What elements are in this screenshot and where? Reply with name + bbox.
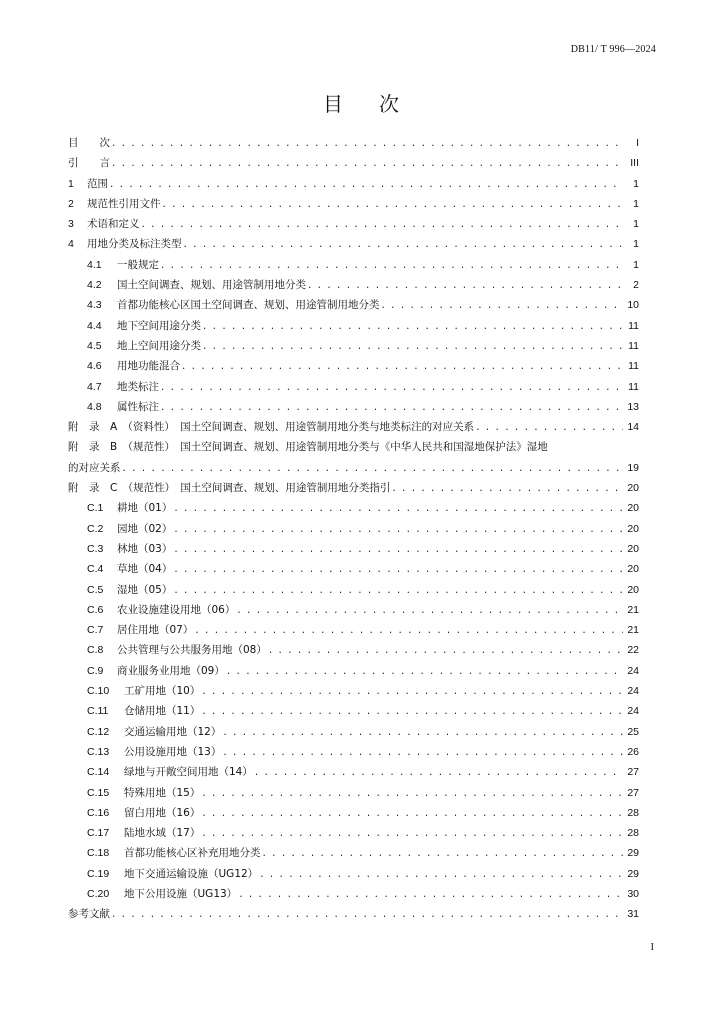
toc-entry-contents[interactable] xyxy=(68,133,639,153)
toc-number: C.10 xyxy=(87,685,110,698)
toc-label: 目 次 xyxy=(68,137,110,149)
toc-entry-c-5[interactable] xyxy=(68,580,639,600)
toc-label: 陆地水域（17） xyxy=(124,827,201,840)
toc-label: 工矿用地（10） xyxy=(124,685,201,698)
toc-entry-c-8[interactable] xyxy=(68,640,639,660)
toc-page: 20 xyxy=(627,502,639,515)
leader-dots xyxy=(308,275,623,295)
toc-page: 20 xyxy=(627,563,639,576)
toc-entry-c-19[interactable] xyxy=(68,864,639,884)
leader-dots xyxy=(112,153,623,173)
toc-page: 30 xyxy=(627,887,639,900)
toc-entry-section-4-2[interactable] xyxy=(68,275,639,295)
toc-page: 31 xyxy=(627,908,639,921)
toc-label: 居住用地（07） xyxy=(117,624,194,637)
toc-label: 绿地与开敞空间用地（14） xyxy=(124,766,253,779)
toc-page: 27 xyxy=(627,766,639,779)
leader-dots xyxy=(174,559,623,579)
page-title-char-1: 目 xyxy=(323,92,345,116)
toc-label: 术语和定义 xyxy=(87,218,140,231)
toc-number: C.6 xyxy=(87,603,104,616)
leader-dots xyxy=(476,417,623,437)
toc-page: 26 xyxy=(627,745,639,758)
leader-dots xyxy=(255,762,623,782)
toc-label: 用地功能混合 xyxy=(117,360,180,373)
toc-page: 11 xyxy=(628,360,639,373)
toc-label: 园地（02） xyxy=(117,522,173,535)
leader-dots xyxy=(202,701,623,721)
leader-dots xyxy=(392,478,623,498)
toc-page: III xyxy=(630,157,639,170)
toc-page: 29 xyxy=(627,867,639,880)
leader-dots xyxy=(227,661,623,681)
toc-label: 地下公用设施（UG13） xyxy=(124,887,238,900)
toc-number: 3 xyxy=(68,218,74,231)
toc-number: C.2 xyxy=(87,522,104,535)
toc-number: C.5 xyxy=(87,583,104,596)
leader-dots xyxy=(195,620,623,640)
toc-label: 地下交通运输设施（UG12） xyxy=(124,867,259,880)
toc-entry-chapter-3[interactable] xyxy=(68,214,639,234)
leader-dots xyxy=(223,722,623,742)
toc-number: C.16 xyxy=(87,806,110,819)
leader-dots xyxy=(112,904,623,924)
toc-page: 20 xyxy=(627,583,639,596)
toc-entry-c-4[interactable] xyxy=(68,559,639,579)
toc-page: 24 xyxy=(627,705,639,718)
leader-dots xyxy=(161,255,623,275)
leader-dots xyxy=(174,498,623,518)
toc-number: 4.1 xyxy=(87,258,102,271)
page-title xyxy=(0,88,724,117)
toc-page: 1 xyxy=(633,218,639,231)
toc-entry-c-11[interactable] xyxy=(68,701,639,721)
toc-number: C.14 xyxy=(87,766,110,779)
toc-label: 参考文献 xyxy=(68,908,110,921)
leader-dots xyxy=(174,519,623,539)
leader-dots xyxy=(161,397,623,417)
toc-page: 21 xyxy=(627,603,639,616)
toc-entry-section-4-1[interactable] xyxy=(68,255,639,275)
toc-label: 地上空间用途分类 xyxy=(117,339,201,352)
toc-entry-c-9[interactable] xyxy=(68,661,639,681)
toc-entry-c-18[interactable] xyxy=(68,843,639,863)
toc-number: C.12 xyxy=(87,725,110,738)
toc-entry-section-4-8[interactable] xyxy=(68,397,639,417)
toc-label: 地下空间用途分类 xyxy=(117,319,201,332)
toc-label: 留白用地（16） xyxy=(124,806,201,819)
toc-number: 4.5 xyxy=(87,339,102,352)
toc-entry-references[interactable] xyxy=(68,904,639,924)
toc-page: 21 xyxy=(627,624,639,637)
toc-entry-section-4-3[interactable] xyxy=(68,295,639,315)
toc-number: C.3 xyxy=(87,542,104,555)
toc-label: 农业设施建设用地（06） xyxy=(117,603,236,616)
toc-page: 1 xyxy=(633,258,639,271)
toc-label: 首都功能核心区补充用地分类 xyxy=(124,847,261,860)
leader-dots xyxy=(163,194,624,214)
leader-dots xyxy=(237,600,623,620)
toc-label: 附 录 A （资料性） 国土空间调查、规划、用途管制用地分类与地类标注的对应关系 xyxy=(68,421,475,434)
leader-dots xyxy=(260,864,623,884)
leader-dots xyxy=(239,884,623,904)
toc-entry-c-17[interactable] xyxy=(68,823,639,843)
leader-dots xyxy=(202,783,623,803)
toc-number: C.4 xyxy=(87,563,104,576)
toc-entry-appendix-a[interactable] xyxy=(68,417,639,437)
toc-number: 4.7 xyxy=(87,380,102,393)
toc-page: 28 xyxy=(627,827,639,840)
toc-page: 1 xyxy=(633,177,639,190)
leader-dots xyxy=(223,742,623,762)
toc-entry-introduction[interactable] xyxy=(68,153,639,173)
toc-page: 1 xyxy=(633,238,639,251)
toc-entry-c-10[interactable] xyxy=(68,681,639,701)
toc-entry-section-4-5[interactable] xyxy=(68,336,639,356)
toc-page: 2 xyxy=(633,279,639,292)
leader-dots xyxy=(202,803,623,823)
toc-label: 公共管理与公共服务用地（08） xyxy=(117,644,267,657)
leader-dots xyxy=(161,377,623,397)
toc-number: 4.6 xyxy=(87,360,102,373)
leader-dots xyxy=(203,336,623,356)
toc-page: 11 xyxy=(628,339,639,352)
toc-label: 湿地（05） xyxy=(117,583,173,596)
toc-entry-c-3[interactable] xyxy=(68,539,639,559)
leader-dots xyxy=(182,356,623,376)
toc-number: C.19 xyxy=(87,867,110,880)
toc-number: 2 xyxy=(68,197,74,210)
toc-entry-appendix-b[interactable] xyxy=(68,437,639,478)
toc-page: 11 xyxy=(628,319,639,332)
toc-entry-c-6[interactable] xyxy=(68,600,639,620)
toc-label: 规范性引用文件 xyxy=(87,197,161,210)
toc-label: 耕地（01） xyxy=(117,502,173,515)
leader-dots xyxy=(203,316,623,336)
leader-dots xyxy=(174,539,623,559)
toc-entry-c-7[interactable] xyxy=(68,620,639,640)
toc-page: 28 xyxy=(627,806,639,819)
toc-entry-section-4-4[interactable] xyxy=(68,316,639,336)
toc-number: C.13 xyxy=(87,745,110,758)
toc-page: 14 xyxy=(627,421,639,434)
toc-number: 4.4 xyxy=(87,319,102,332)
toc-number: C.20 xyxy=(87,887,110,900)
toc-label: 附 录 C （规范性） 国土空间调查、规划、用途管制用地分类指引 xyxy=(68,482,391,495)
toc-page: 19 xyxy=(627,461,639,474)
leader-dots xyxy=(123,458,624,478)
leader-dots xyxy=(184,234,624,254)
leader-dots xyxy=(174,580,623,600)
toc-number: C.18 xyxy=(87,847,110,860)
table-of-contents xyxy=(68,133,639,925)
page-number: I xyxy=(650,942,654,953)
toc-page: 24 xyxy=(627,664,639,677)
toc-number: C.11 xyxy=(87,705,109,718)
toc-label: 国土空间调查、规划、用途管制用地分类 xyxy=(117,279,306,292)
toc-label: 首都功能核心区国土空间调查、规划、用途管制用地分类 xyxy=(117,299,380,312)
toc-page: 25 xyxy=(627,725,639,738)
toc-entry-chapter-4[interactable] xyxy=(68,234,639,254)
leader-dots xyxy=(142,214,624,234)
toc-page: I xyxy=(636,137,639,149)
toc-entry-c-13[interactable] xyxy=(68,742,639,762)
toc-label: 交通运输用地（12） xyxy=(124,725,222,738)
toc-entry-section-4-6[interactable] xyxy=(68,356,639,376)
toc-label: 草地（04） xyxy=(117,563,173,576)
toc-entry-c-16[interactable] xyxy=(68,803,639,823)
toc-label: 一般规定 xyxy=(117,258,159,271)
toc-page: 22 xyxy=(627,644,639,657)
toc-number: C.7 xyxy=(87,624,104,637)
toc-entry-c-20[interactable] xyxy=(68,884,639,904)
toc-entry-appendix-c[interactable] xyxy=(68,478,639,498)
toc-label: 地类标注 xyxy=(117,380,159,393)
page-title-char-2: 次 xyxy=(379,92,401,116)
standard-code: DB11/ T 996—2024 xyxy=(570,44,656,55)
toc-number: C.1 xyxy=(87,502,104,515)
toc-label: 商业服务业用地（09） xyxy=(117,664,225,677)
leader-dots xyxy=(202,823,623,843)
leader-dots xyxy=(382,295,624,315)
toc-entry-c-14[interactable] xyxy=(68,762,639,782)
toc-page: 20 xyxy=(627,542,639,555)
toc-entry-c-2[interactable] xyxy=(68,519,639,539)
toc-label: 特殊用地（15） xyxy=(124,786,201,799)
leader-dots xyxy=(112,133,623,153)
toc-page: 24 xyxy=(627,685,639,698)
toc-label: 用地分类及标注类型 xyxy=(87,238,182,251)
toc-label: 仓储用地（11） xyxy=(124,705,201,718)
toc-page: 13 xyxy=(627,400,639,413)
toc-entry-section-4-7[interactable] xyxy=(68,377,639,397)
toc-label: 公用设施用地（13） xyxy=(124,745,222,758)
toc-entry-c-15[interactable] xyxy=(68,783,639,803)
toc-label: 引 言 xyxy=(68,157,110,170)
toc-label: 林地（03） xyxy=(117,542,173,555)
toc-page: 20 xyxy=(627,522,639,535)
toc-label: 属性标注 xyxy=(117,400,159,413)
toc-page: 10 xyxy=(627,299,639,312)
toc-number: 4.3 xyxy=(87,299,102,312)
leader-dots xyxy=(202,681,623,701)
toc-label-line-1: 附 录 B （规范性） 国土空间调查、规划、用途管制用地分类与《中华人民共和国湿地保护法》湿地 xyxy=(68,441,548,454)
toc-entry-chapter-1[interactable] xyxy=(68,174,639,194)
toc-number: C.17 xyxy=(87,827,110,840)
leader-dots xyxy=(263,843,624,863)
toc-page: 11 xyxy=(628,380,639,393)
toc-page: 20 xyxy=(627,482,639,495)
toc-page: 29 xyxy=(627,847,639,860)
leader-dots xyxy=(269,640,623,660)
toc-number: 4 xyxy=(68,238,74,251)
toc-number: C.8 xyxy=(87,644,104,657)
toc-page: 27 xyxy=(627,786,639,799)
toc-label-line-2: 的对应关系 xyxy=(68,461,121,474)
toc-number: 1 xyxy=(68,177,74,190)
toc-number: 4.8 xyxy=(87,400,102,413)
toc-number: 4.2 xyxy=(87,279,102,292)
toc-page: 1 xyxy=(633,197,639,210)
leader-dots xyxy=(110,174,623,194)
toc-number: C.9 xyxy=(87,664,104,677)
toc-number: C.15 xyxy=(87,786,110,799)
toc-entry-c-1[interactable] xyxy=(68,498,639,518)
toc-label: 范围 xyxy=(87,177,108,190)
toc-entry-chapter-2[interactable] xyxy=(68,194,639,214)
toc-entry-c-12[interactable] xyxy=(68,722,639,742)
